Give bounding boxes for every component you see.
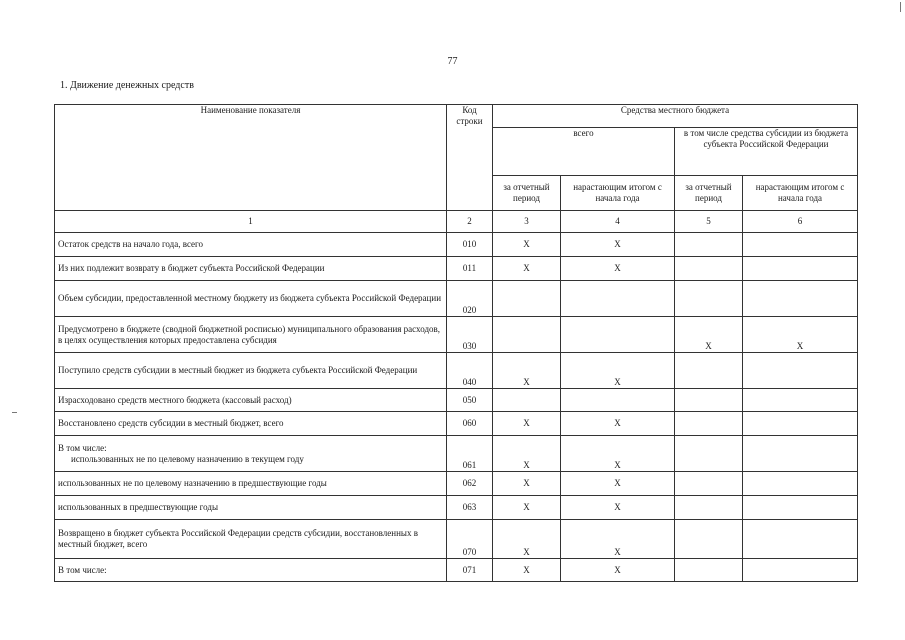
column-number: 6	[743, 211, 858, 233]
row-name-group	[55, 436, 447, 472]
row-code: 050	[447, 389, 493, 412]
cell-value	[743, 233, 858, 257]
table-row	[55, 436, 858, 472]
cell-value: X	[493, 496, 561, 520]
table-row	[55, 496, 858, 520]
cell-value	[675, 472, 743, 496]
cell-value: X	[493, 472, 561, 496]
row-code: 011	[447, 257, 493, 281]
row-code: 010	[447, 233, 493, 257]
row-name: Возвращено в бюджет субъекта Российской Федерации средств субсидии, восстановленных в местный бюджет, всего	[55, 520, 447, 559]
cell-value: X	[561, 353, 675, 389]
cell-value	[743, 496, 858, 520]
column-number: 5	[675, 211, 743, 233]
row-name: Из них подлежит возврату в бюджет субъекта Российской Федерации	[55, 257, 447, 281]
cell-value	[493, 281, 561, 317]
row-code: 060	[447, 412, 493, 436]
cell-value	[675, 353, 743, 389]
cell-value: X	[561, 559, 675, 582]
cell-value	[743, 520, 858, 559]
row-name: Израсходовано средств местного бюджета (кассовый расход)	[55, 389, 447, 412]
cell-value: X	[561, 472, 675, 496]
table-row	[55, 559, 858, 582]
section-title: 1. Движение денежных средств	[60, 80, 194, 91]
cell-value	[493, 389, 561, 412]
row-name: Поступило средств субсидии в местный бюджет из бюджета субъекта Российской Федерации	[55, 353, 447, 389]
header-local-budget: Средства местного бюджета	[493, 105, 858, 128]
row-name: Объем субсидии, предоставленной местному бюджету из бюджета субъекта Российской Федерации	[55, 281, 447, 317]
table-row	[55, 472, 858, 496]
cell-value	[743, 472, 858, 496]
column-number-row	[55, 211, 858, 233]
cell-value	[675, 281, 743, 317]
cell-value: X	[493, 412, 561, 436]
row-name: Остаток средств на начало года, всего	[55, 233, 447, 257]
cell-value	[675, 559, 743, 582]
cell-value: X	[561, 496, 675, 520]
cell-value: X	[561, 412, 675, 436]
header-subsidy-cumulative: нарастающим итогом с начала года	[743, 176, 858, 211]
cell-value	[743, 281, 858, 317]
table-row	[55, 281, 858, 317]
row-code: 070	[447, 520, 493, 559]
cell-value	[743, 257, 858, 281]
header-total: всего	[493, 128, 675, 176]
table-row	[55, 353, 858, 389]
cell-value	[743, 436, 858, 472]
cell-value	[561, 317, 675, 353]
cell-value	[675, 389, 743, 412]
cell-value	[675, 412, 743, 436]
cell-value	[675, 436, 743, 472]
row-name: Восстановлено средств субсидии в местный бюджет, всего	[55, 412, 447, 436]
row-name: использованных не по целевому назначению в текущем году	[71, 453, 304, 464]
page-number: 77	[447, 56, 458, 67]
cell-value: X	[493, 520, 561, 559]
cell-value	[743, 389, 858, 412]
cell-value	[561, 281, 675, 317]
header-total-period: за отчетный период	[493, 176, 561, 211]
cell-value: X	[743, 317, 858, 353]
row-code: 071	[447, 559, 493, 582]
row-name-prefix: В том числе:	[58, 442, 107, 453]
table-row	[55, 233, 858, 257]
table-row	[55, 317, 858, 353]
table-row	[55, 389, 858, 412]
cell-value: X	[493, 257, 561, 281]
cell-value	[675, 257, 743, 281]
row-name: использованных в предшествующие годы	[55, 496, 447, 520]
column-number: 3	[493, 211, 561, 233]
cell-value	[493, 317, 561, 353]
row-name: В том числе:	[55, 559, 447, 582]
column-number: 1	[55, 211, 447, 233]
column-number: 2	[447, 211, 493, 233]
cell-value: X	[561, 436, 675, 472]
header-total-cumulative: нарастающим итогом с начала года	[561, 176, 675, 211]
table-row	[55, 257, 858, 281]
cell-value	[675, 233, 743, 257]
header-indicator-name: Наименование показателя	[55, 105, 447, 211]
row-code: 062	[447, 472, 493, 496]
cell-value	[561, 389, 675, 412]
cell-value: X	[561, 520, 675, 559]
cell-value	[743, 353, 858, 389]
row-code: 040	[447, 353, 493, 389]
row-name: Предусмотрено в бюджете (сводной бюджетной росписью) муниципального образования расходов, в целях осуществления которых предоставлена субсидия	[55, 317, 447, 353]
row-code: 030	[447, 317, 493, 353]
row-code: 063	[447, 496, 493, 520]
header-subsidy: в том числе средства субсидии из бюджета субъекта Российской Федерации	[675, 128, 858, 176]
table-row	[55, 412, 858, 436]
table-row	[55, 520, 858, 559]
header-row-code: Код строки	[447, 105, 493, 211]
cell-value: X	[493, 436, 561, 472]
cell-value	[675, 496, 743, 520]
cell-value	[675, 520, 743, 559]
cell-value: X	[493, 233, 561, 257]
header-subsidy-period: за отчетный период	[675, 176, 743, 211]
cell-value: X	[561, 233, 675, 257]
row-code: 061	[447, 436, 493, 472]
cell-value: X	[493, 559, 561, 582]
scan-artifact-mark	[12, 412, 17, 413]
cell-value: X	[675, 317, 743, 353]
row-name: использованных не по целевому назначению в предшествующие годы	[55, 472, 447, 496]
row-code: 020	[447, 281, 493, 317]
cell-value: X	[493, 353, 561, 389]
cash-flow-table	[54, 104, 858, 582]
cell-value	[743, 412, 858, 436]
cell-value: X	[561, 257, 675, 281]
column-number: 4	[561, 211, 675, 233]
cell-value	[743, 559, 858, 582]
scan-artifact-mark	[900, 2, 901, 12]
